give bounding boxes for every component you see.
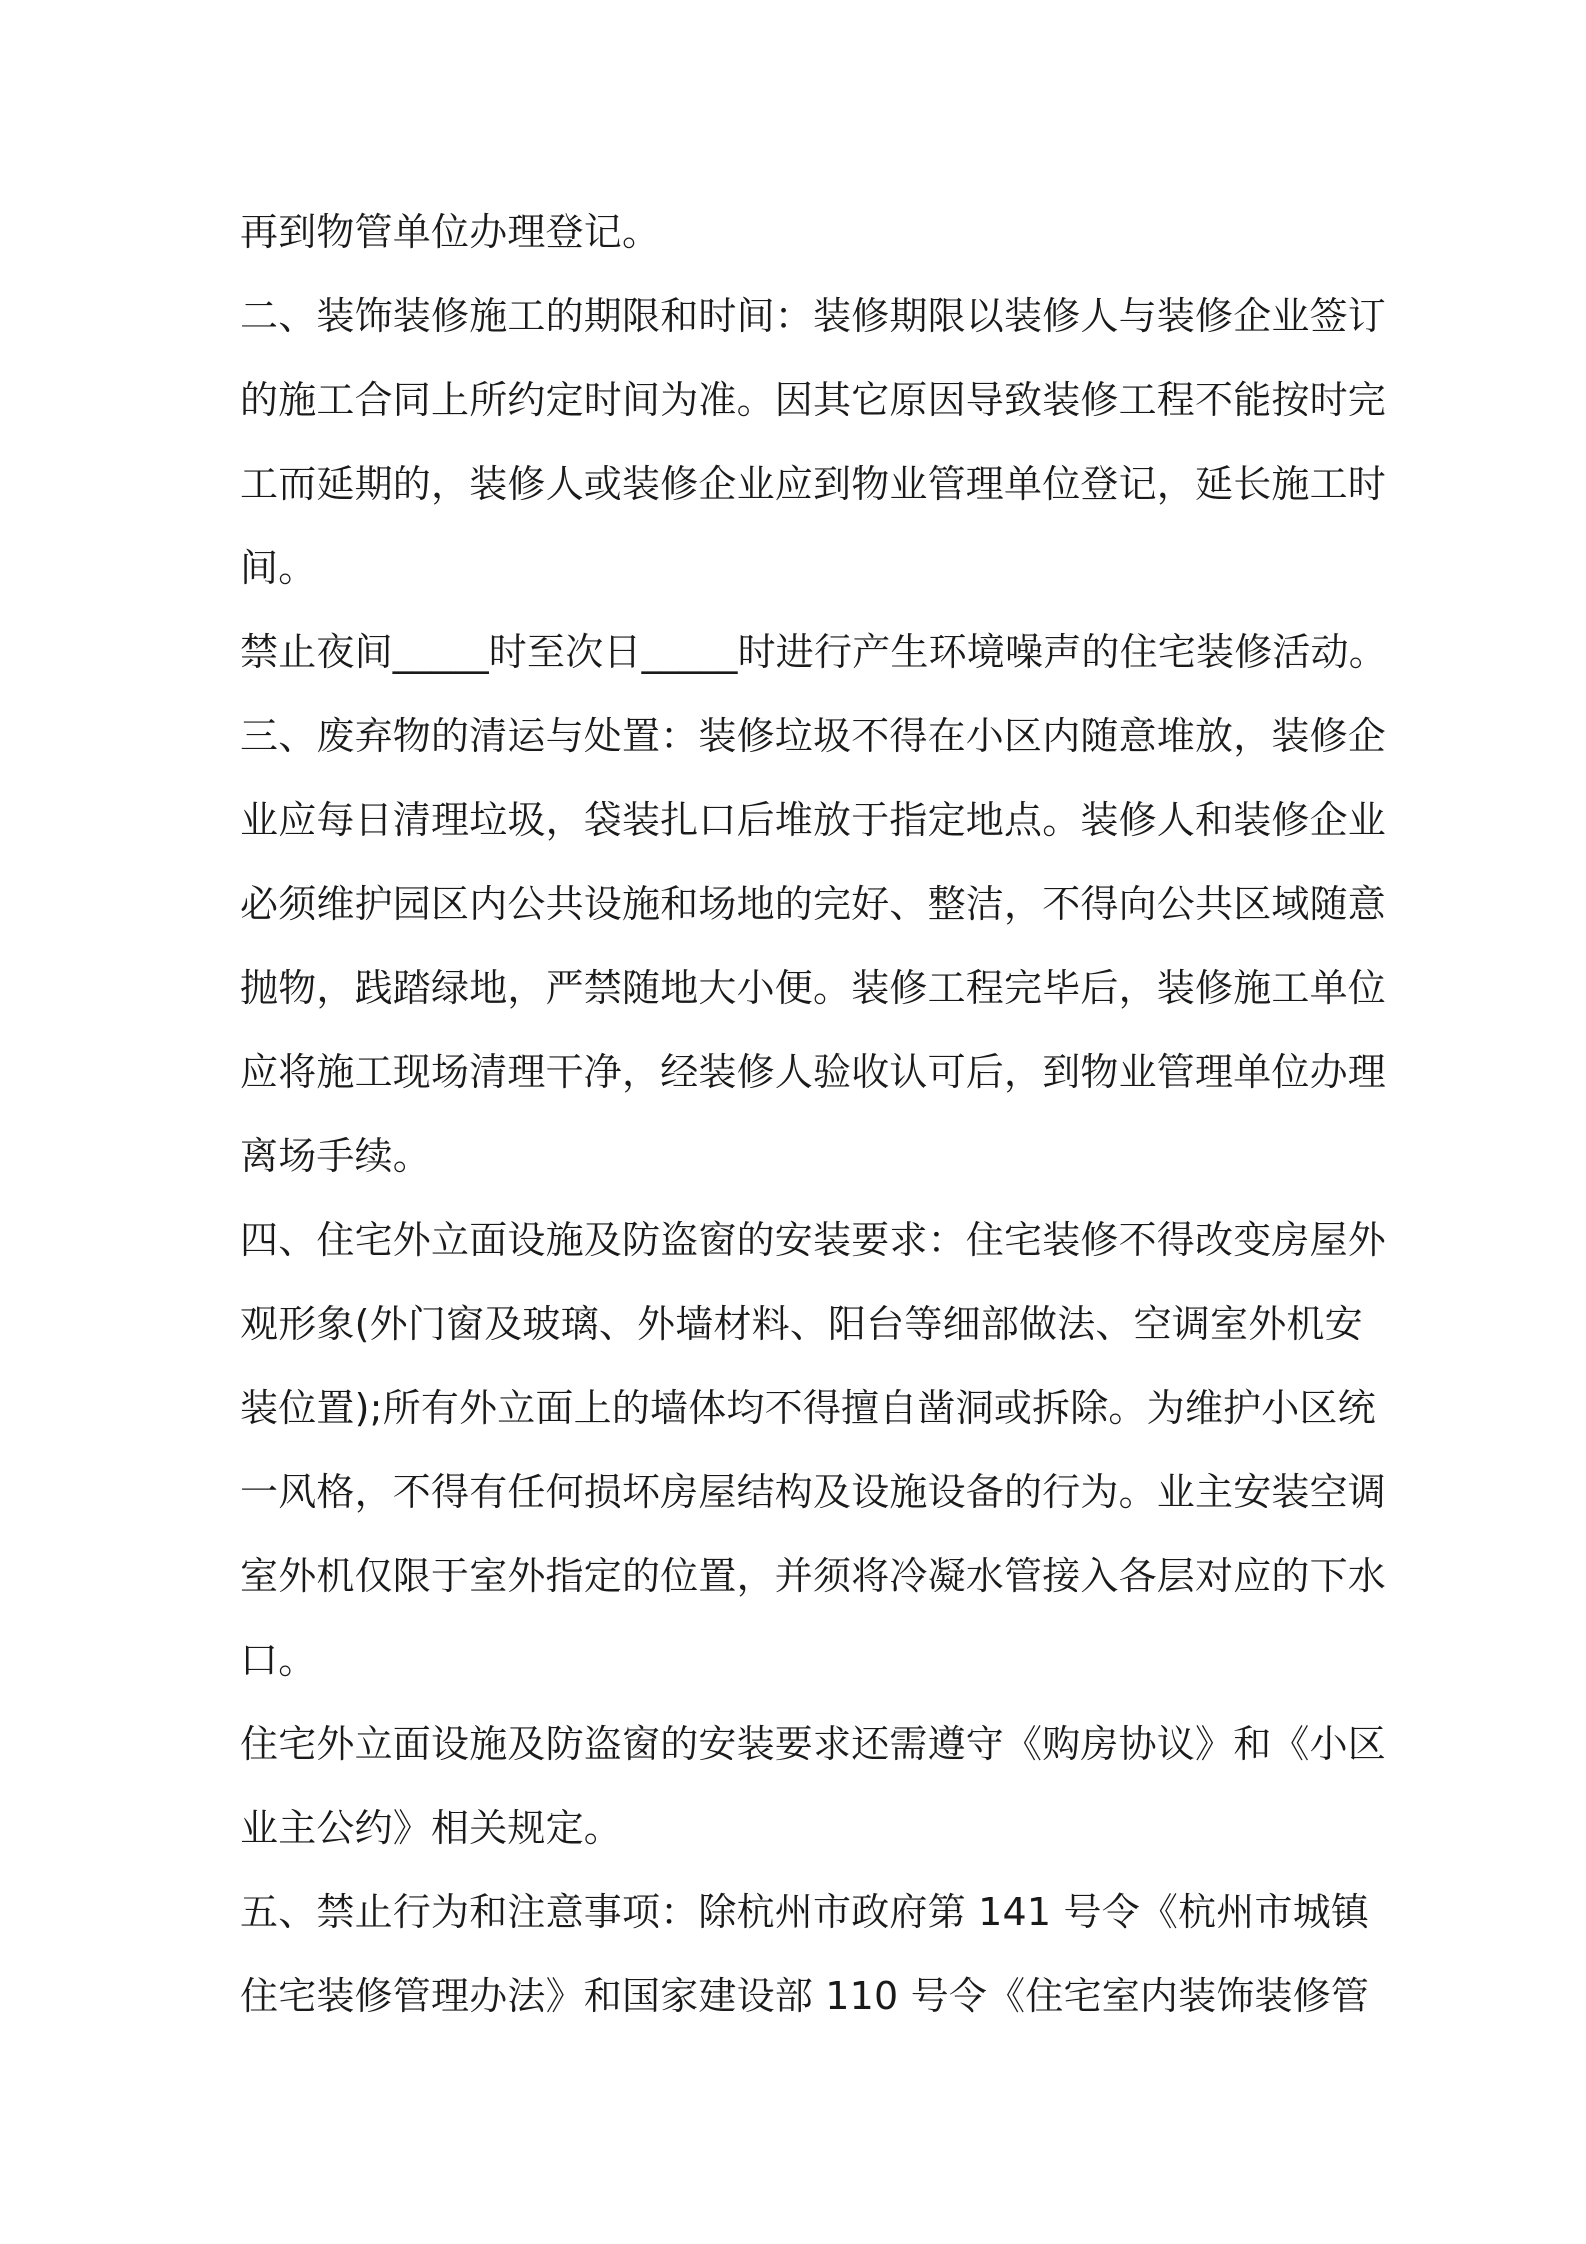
text-line: 业主公约》相关规定。 (240, 1806, 623, 1850)
text-line: 观形象(外门窗及玻璃、外墙材料、阳台等细部做法、空调室外机安 (240, 1302, 1363, 1346)
text-line: 装位置);所有外立面上的墙体均不得擅自凿洞或拆除。为维护小区统 (240, 1386, 1376, 1430)
text-line: 工而延期的，装修人或装修企业应到物业管理单位登记，延长施工时 (240, 462, 1387, 506)
text-line: 室外机仅限于室外指定的位置，并须将冷凝水管接入各层对应的下水 (240, 1554, 1387, 1598)
text-line: 口。 (240, 1638, 317, 1682)
text-line: 禁止夜间_____时至次日_____时进行产生环境噪声的住宅装修活动。 (240, 630, 1388, 674)
text-line: 住宅外立面设施及防盗窗的安装要求还需遵守《购房协议》和《小区 (240, 1722, 1387, 1766)
text-line: 住宅装修管理办法》和国家建设部 110 号令《住宅室内装饰装修管 (240, 1974, 1370, 2018)
text-line: 必须维护园区内公共设施和场地的完好、整洁，不得向公共区域随意 (240, 882, 1387, 926)
text-line: 的施工合同上所约定时间为准。因其它原因导致装修工程不能按时完 (240, 378, 1387, 422)
text-line: 二、装饰装修施工的期限和时间：装修期限以装修人与装修企业签订 (240, 294, 1387, 338)
text-line: 一风格，不得有任何损坏房屋结构及设施设备的行为。业主安装空调 (240, 1470, 1387, 1514)
text-line: 再到物管单位办理登记。 (240, 210, 661, 254)
text-line: 五、禁止行为和注意事项：除杭州市政府第 141 号令《杭州市城镇 (240, 1890, 1370, 1934)
text-line: 业应每日清理垃圾，袋装扎口后堆放于指定地点。装修人和装修企业 (240, 798, 1387, 842)
text-line: 应将施工现场清理干净，经装修人验收认可后，到物业管理单位办理 (240, 1050, 1387, 1094)
text-line: 四、住宅外立面设施及防盗窗的安装要求：住宅装修不得改变房屋外 (240, 1218, 1387, 1262)
text-line: 离场手续。 (240, 1134, 432, 1178)
text-line: 间。 (240, 546, 317, 590)
document-body (240, 190, 1388, 2038)
text-line: 抛物，践踏绿地，严禁随地大小便。装修工程完毕后，装修施工单位 (240, 966, 1387, 1010)
text-line: 三、废弃物的清运与处置：装修垃圾不得在小区内随意堆放，装修企 (240, 714, 1387, 758)
